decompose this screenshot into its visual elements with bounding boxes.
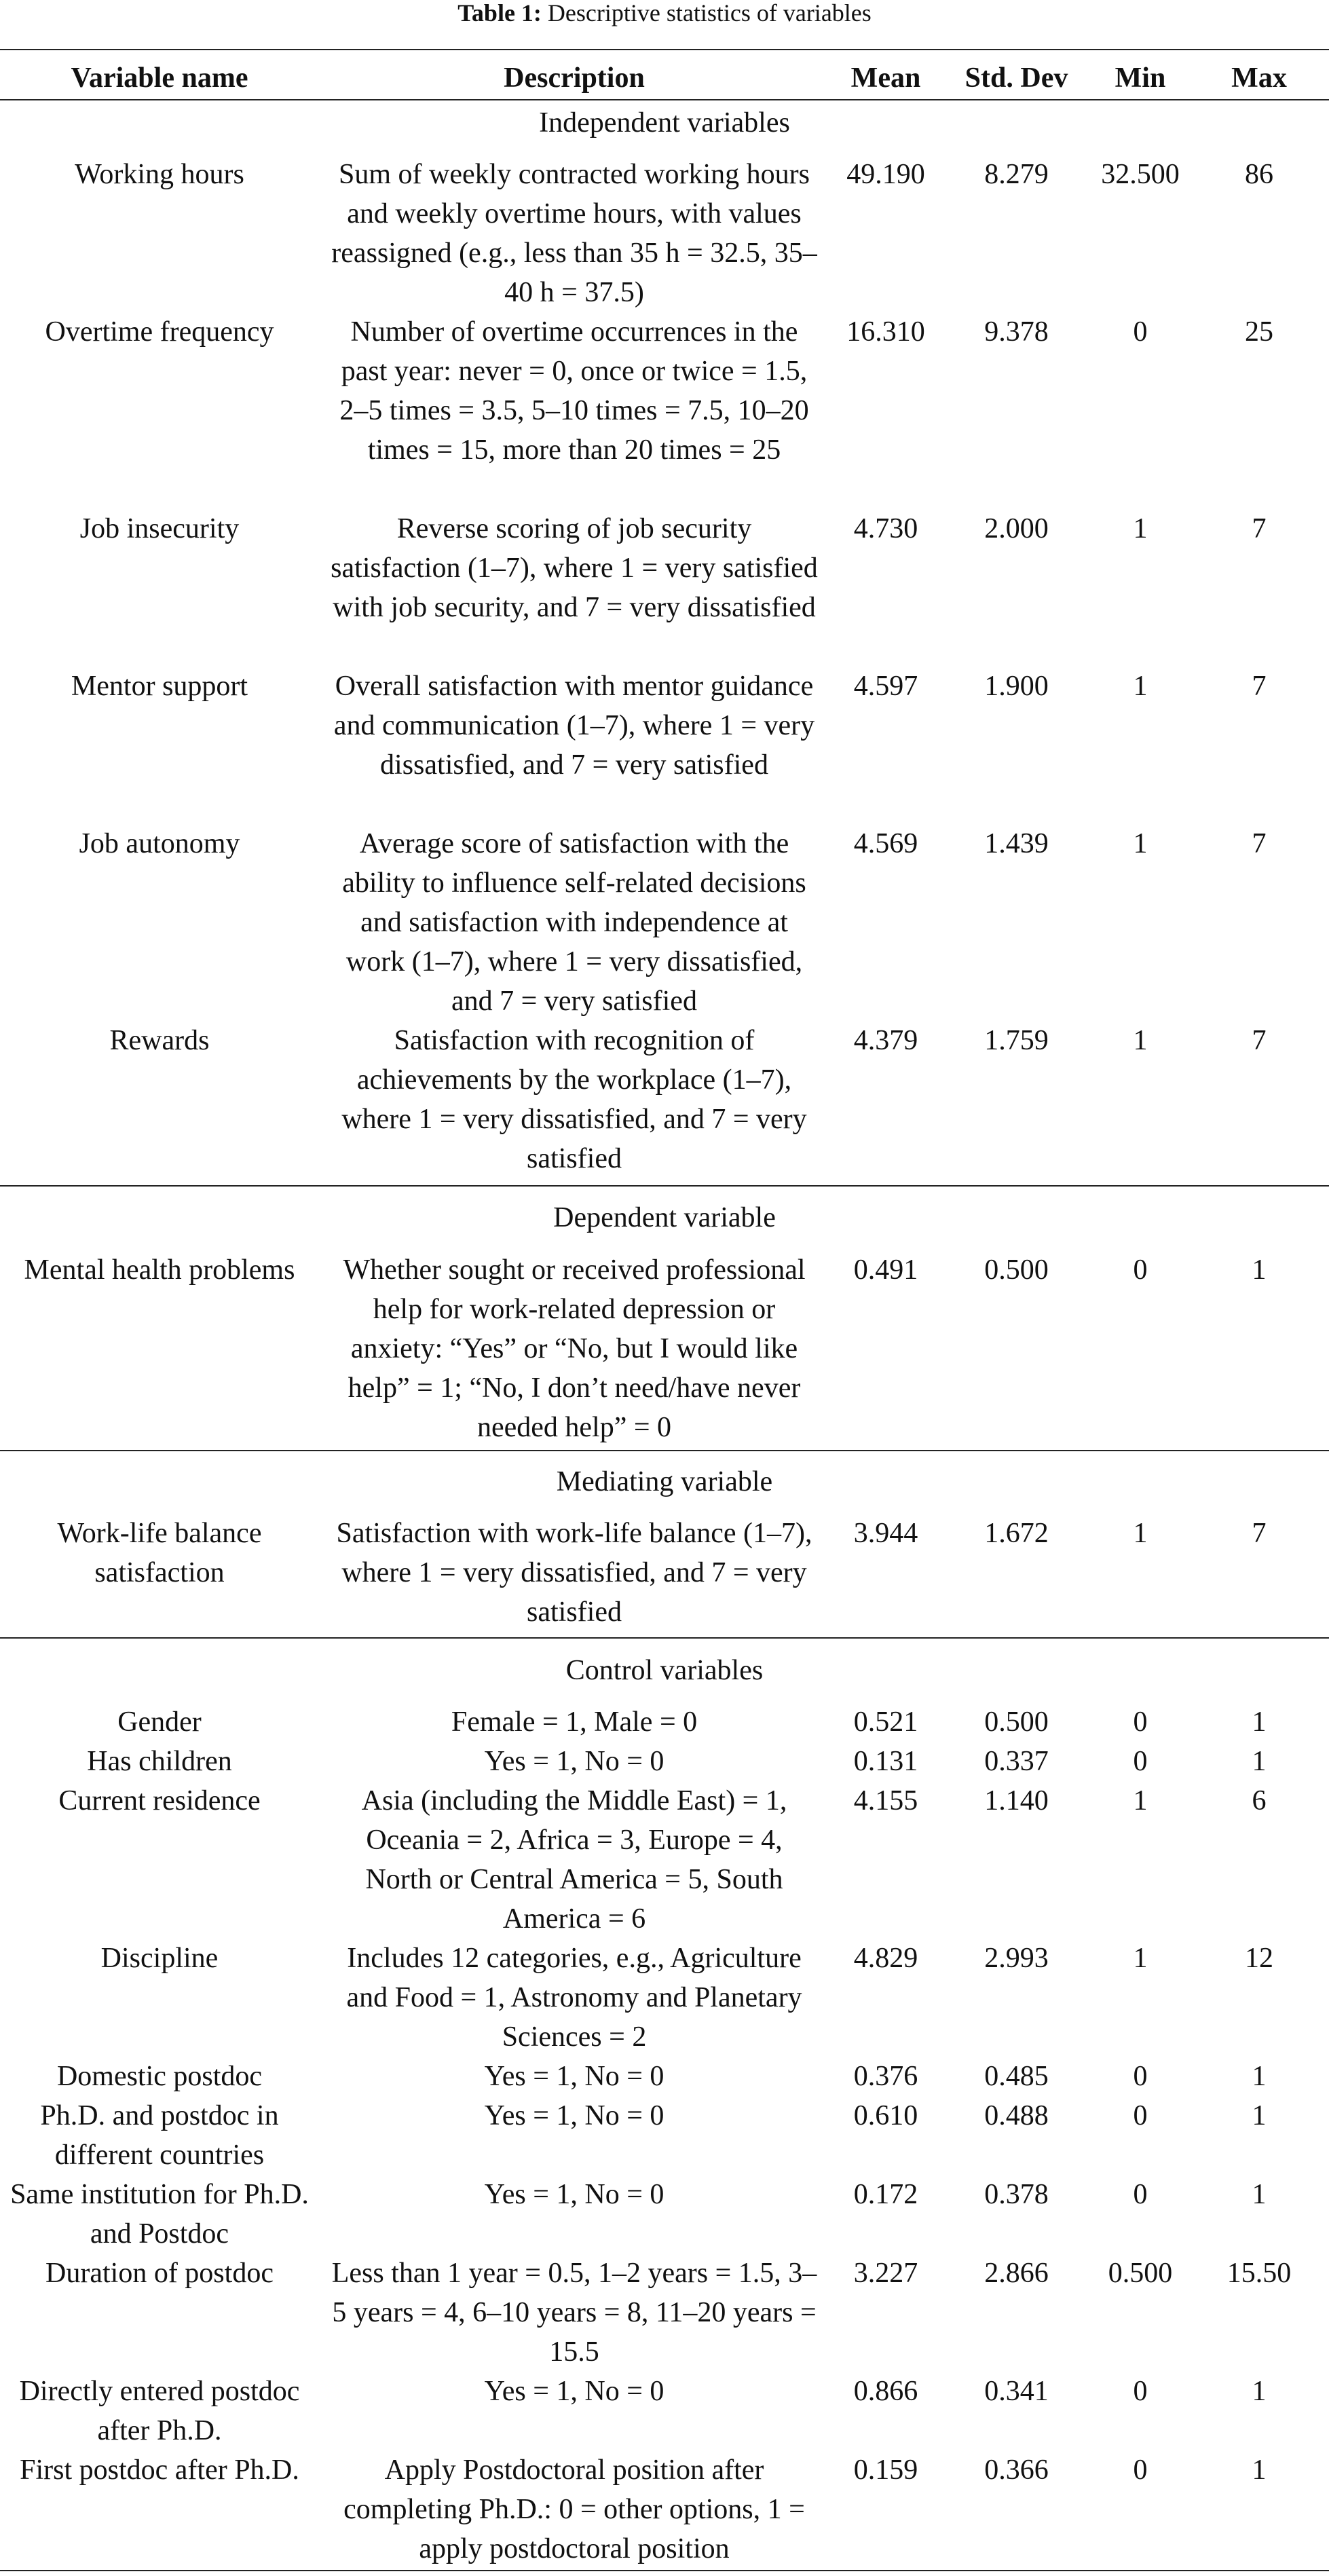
row-min: 0 [1133,316,1148,348]
header-sd: Std. Dev [965,62,1068,94]
header-row [0,50,1329,99]
row-mean: 0.131 [853,1746,918,1777]
row-sd: 9.378 [984,316,1049,348]
row-max: 1 [1252,2454,1267,2486]
row-desc: Includes 12 categories, e.g., Agriculture and Food = 1, Astronomy and Planetary Sciences = 2 [346,1943,802,2053]
row-name: Working hours [75,159,244,190]
row-name: Overtime frequency [45,316,274,348]
row-mean: 4.829 [853,1943,918,1974]
row-sd: 0.366 [984,2454,1049,2486]
row-mean: 16.310 [846,316,925,348]
row-sd: 1.672 [984,1518,1049,1549]
bottom-rule [0,2570,1329,2571]
row-min: 1 [1133,1943,1148,1974]
row-mean: 3.227 [853,2258,918,2289]
row-desc: Whether sought or received professional help for work-related depression or anxiety: “Yes” or “No, but I would like help” = 1; “No, I don’t need/have never needed help” = 0 [343,1254,806,1443]
row-name: Domestic postdoc [56,2061,263,2092]
row-min: 1 [1133,1025,1148,1056]
row-mean: 0.866 [853,2376,918,2407]
row-name: Directly entered postdoc after Ph.D. [19,2376,300,2446]
section-control: Control variables [565,1655,764,1686]
row-min: 1 [1133,513,1148,544]
row-sd: 0.500 [984,1706,1049,1738]
row-mean: 3.944 [853,1518,918,1549]
row-mean: 49.190 [846,159,925,190]
row-mean: 4.730 [853,513,918,544]
row-max: 7 [1252,1025,1267,1056]
row-desc: Average score of satisfaction with the ability to influence self-related decisions and satisfaction with independence at work (1–7), where 1 = very dissatisfied, and 7 = very satisfied [342,828,806,1017]
row-min: 0 [1133,2454,1148,2486]
row-max: 25 [1245,316,1273,348]
row-min: 1 [1133,671,1148,702]
row-sd: 0.485 [984,2061,1049,2092]
row-sd: 0.341 [984,2376,1049,2407]
row-name: Has children [87,1746,232,1777]
row-min: 0.500 [1108,2258,1173,2289]
row-sd: 8.279 [984,159,1049,190]
row-sd: 2.993 [984,1943,1049,1974]
row-desc: Yes = 1, No = 0 [484,2179,664,2210]
row-max: 1 [1252,2376,1267,2407]
row-min: 1 [1133,1785,1148,1816]
row-min: 32.500 [1101,159,1180,190]
row-sd: 1.900 [984,671,1049,702]
row-mean: 4.597 [853,671,918,702]
row-desc: Yes = 1, No = 0 [484,2376,664,2407]
row-mean: 0.172 [853,2179,918,2210]
caption-text: Descriptive statistics of variables [547,0,872,26]
row-mean: 0.521 [853,1706,918,1738]
section-dependent: Dependent variable [553,1202,776,1233]
row-sd: 0.488 [984,2100,1049,2131]
row-desc: Satisfaction with recognition of achievements by the workplace (1–7), where 1 = very dissatisfied, and 7 = very satisfied [341,1025,807,1174]
row-max: 1 [1252,2179,1267,2210]
section-rule [0,1450,1329,1451]
section-rule [0,1637,1329,1639]
row-mean: 0.376 [853,2061,918,2092]
row-name: Ph.D. and postdoc in different countries [40,2100,279,2171]
row-desc: Yes = 1, No = 0 [484,2061,664,2092]
row-min: 0 [1133,1254,1148,1286]
header-desc: Description [504,62,645,94]
row-min: 0 [1133,2100,1148,2131]
row-max: 7 [1252,1518,1267,1549]
row-max: 86 [1245,159,1273,190]
row-desc: Satisfaction with work-life balance (1–7), where 1 = very dissatisfied, and 7 = very satisfied [336,1518,812,1628]
row-max: 1 [1252,2061,1267,2092]
row-min: 1 [1133,828,1148,859]
row-desc: Reverse scoring of job security satisfaction (1–7), where 1 = very satisfied with job security, and 7 = very dissatisfied [331,513,818,623]
section-independent: Independent variables [539,107,790,138]
row-max: 12 [1245,1943,1273,1974]
row-sd: 1.439 [984,828,1049,859]
header-name: Variable name [71,62,248,94]
section-mediating: Mediating variable [556,1466,773,1497]
row-sd: 2.866 [984,2258,1049,2289]
row-desc: Yes = 1, No = 0 [484,1746,664,1777]
section-rule [0,1185,1329,1187]
row-min: 1 [1133,1518,1148,1549]
row-min: 0 [1133,1706,1148,1738]
row-min: 0 [1133,2376,1148,2407]
row-name: First postdoc after Ph.D. [20,2454,299,2486]
row-name: Job insecurity [79,513,240,544]
row-desc: Asia (including the Middle East) = 1, Oceania = 2, Africa = 3, Europe = 4, North or Central America = 5, South America = 6 [361,1785,787,1935]
caption-label: Table 1: [457,0,542,26]
row-sd: 2.000 [984,513,1049,544]
row-desc: Less than 1 year = 0.5, 1–2 years = 1.5, 3–5 years = 4, 6–10 years = 8, 11–20 years = 15.5 [331,2258,817,2368]
row-name: Current residence [58,1785,261,1816]
row-sd: 1.140 [984,1785,1049,1816]
row-name: Work-life balance satisfaction [57,1518,262,1588]
row-sd: 0.337 [984,1746,1049,1777]
row-mean: 4.379 [853,1025,918,1056]
row-sd: 0.500 [984,1254,1049,1286]
row-name: Discipline [100,1943,219,1974]
row-desc: Overall satisfaction with mentor guidance and communication (1–7), where 1 = very dissatisfied, and 7 = very satisfied [333,671,815,781]
row-desc: Sum of weekly contracted working hours and weekly overtime hours, with values reassigned (e.g., less than 35 h = 32.5, 35–40 h = 37.5) [331,159,817,308]
row-max: 1 [1252,1746,1267,1777]
row-max: 6 [1252,1785,1267,1816]
row-name: Mentor support [71,671,248,702]
row-mean: 0.610 [853,2100,918,2131]
row-name: Rewards [109,1025,210,1056]
row-name: Mental health problems [24,1254,295,1286]
header-max: Max [1231,62,1287,94]
row-max: 15.50 [1227,2258,1292,2289]
row-name: Job autonomy [79,828,240,859]
row-mean: 0.491 [853,1254,918,1286]
row-name: Same institution for Ph.D. and Postdoc [10,2179,309,2250]
header-rule [0,99,1329,100]
row-max: 7 [1252,671,1267,702]
row-name: Duration of postdoc [45,2258,274,2289]
row-mean: 0.159 [853,2454,918,2486]
row-mean: 4.569 [853,828,918,859]
row-mean: 4.155 [853,1785,918,1816]
row-sd: 0.378 [984,2179,1049,2210]
row-desc: Female = 1, Male = 0 [451,1706,698,1738]
table-caption [0,0,1329,30]
row-desc: Number of overtime occurrences in the past year: never = 0, once or twice = 1.5, 2–5 times = 3.5, 5–10 times = 7.5, 10–20 times = 15, more than 20 times = 25 [339,316,809,466]
row-max: 1 [1252,1254,1267,1286]
row-min: 0 [1133,2179,1148,2210]
header-mean: Mean [850,62,921,94]
row-desc: Apply Postdoctoral position after completing Ph.D.: 0 = other options, 1 = apply postdoctoral position [343,2454,805,2564]
row-max: 7 [1252,828,1267,859]
row-sd: 1.759 [984,1025,1049,1056]
row-max: 1 [1252,2100,1267,2131]
header-min: Min [1115,62,1166,94]
row-max: 1 [1252,1706,1267,1738]
row-min: 0 [1133,2061,1148,2092]
row-desc: Yes = 1, No = 0 [484,2100,664,2131]
row-min: 0 [1133,1746,1148,1777]
row-max: 7 [1252,513,1267,544]
row-name: Gender [117,1706,202,1738]
